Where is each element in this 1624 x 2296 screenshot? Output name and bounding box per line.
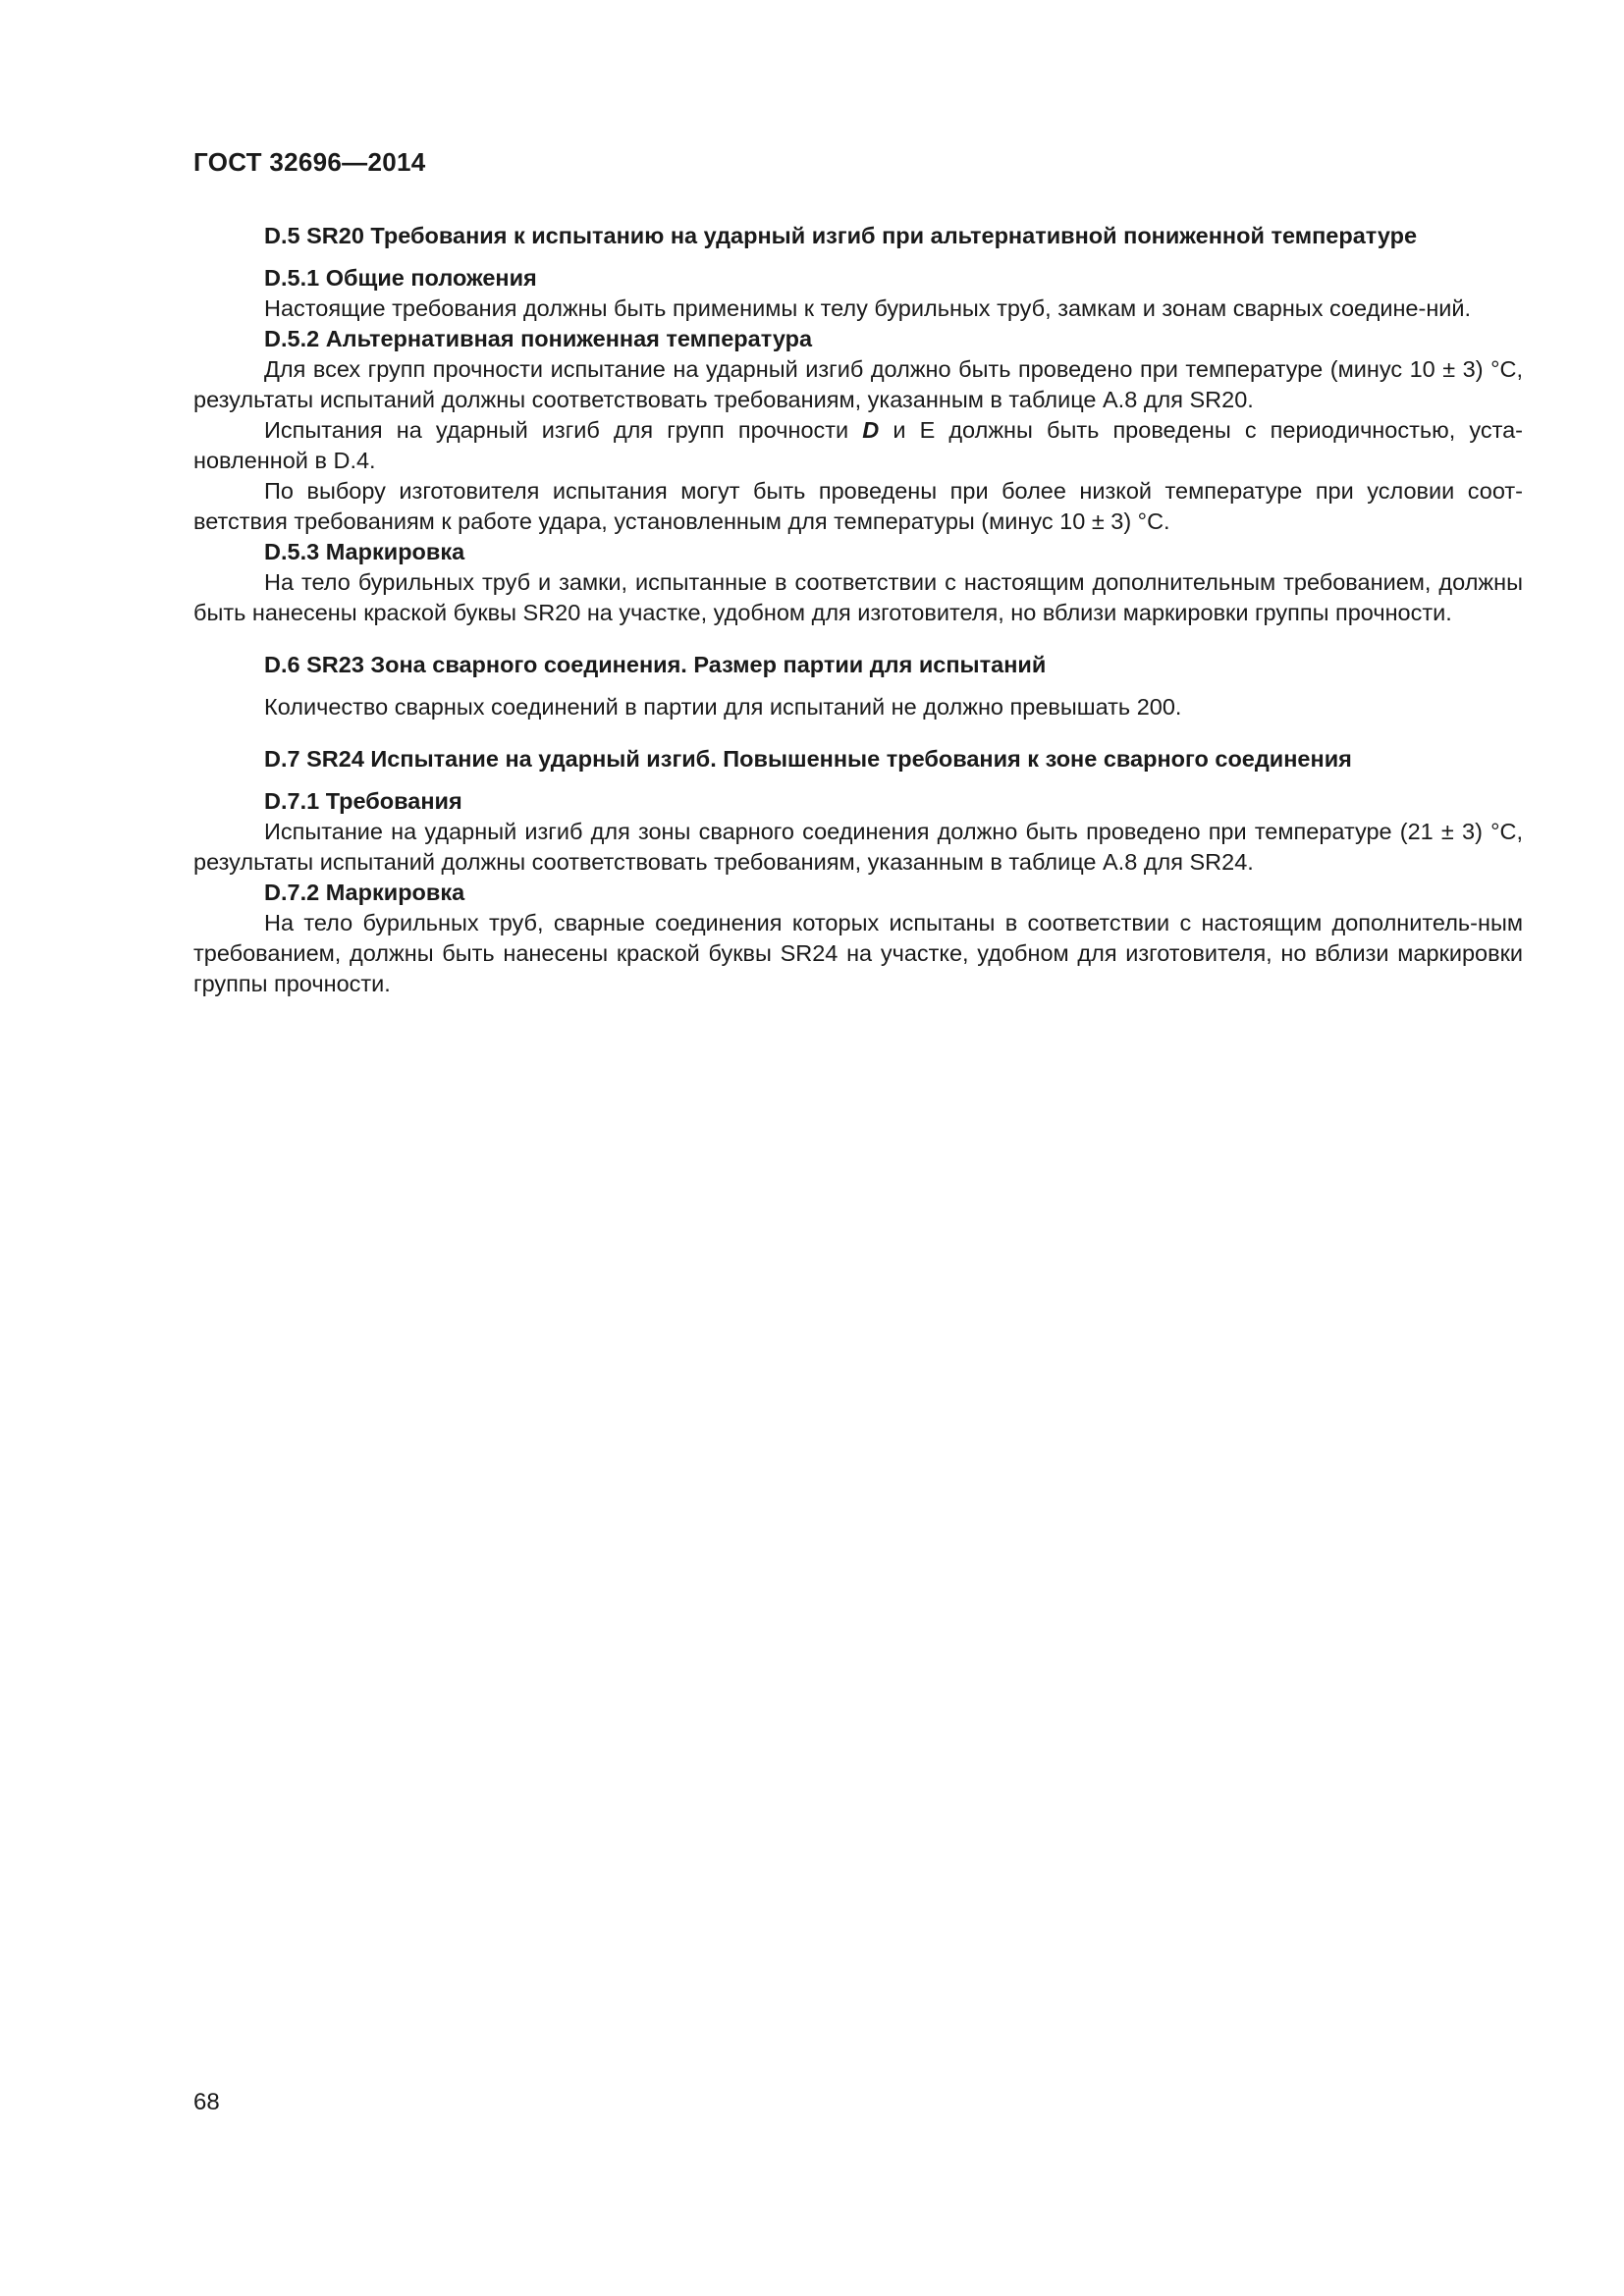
section-d5-title: D.5 SR20 Требования к испытанию на ударный изгиб при альтернативной пониженной температуре bbox=[264, 223, 1418, 248]
subsection-d71-title: D.7.1 Требования bbox=[264, 788, 462, 814]
subsection-d53-title: D.5.3 Маркировка bbox=[264, 539, 465, 564]
section-d6-title: D.6 SR23 Зона сварного соединения. Размер партии для испытаний bbox=[264, 652, 1047, 677]
paragraph-d52-2 bbox=[193, 415, 1523, 476]
paragraph-d72: На тело бурильных труб, сварные соединения которых испытаны в соответствии с настоящим дополнитель-ным требованием, должны быть нанесены краской буквы SR24 на участке, удобном для изготовителя, но вблизи маркировки группы прочности. bbox=[193, 910, 1523, 996]
paragraph-d6: Количество сварных соединений в партии для испытаний не должно превышать 200. bbox=[264, 694, 1182, 720]
paragraph-d71: Испытание на ударный изгиб для зоны сварного соединения должно быть проведено при температуре (21 ± 3) °С, результаты испытаний должны соответствовать требованиям, указанным в таблице А.8 для SR24. bbox=[193, 819, 1523, 875]
paragraph-d52-2-part-c: и Е должны быть проведены с периодичностью, уста-новленной в D.4. bbox=[193, 417, 1523, 473]
strength-group-d: D bbox=[862, 417, 880, 443]
subsection-d72-title: D.7.2 Маркировка bbox=[264, 880, 465, 905]
section-d7-title: D.7 SR24 Испытание на ударный изгиб. Повышенные требования к зоне сварного соединения bbox=[264, 746, 1352, 772]
paragraph-d52-2-part-a: Испытания на ударный изгиб для групп прочности bbox=[264, 417, 863, 443]
subsection-d51-title: D.5.1 Общие положения bbox=[264, 265, 537, 291]
paragraph-d52-1: Для всех групп прочности испытание на ударный изгиб должно быть проведено при температуре (минус 10 ± 3) °С, результаты испытаний должны соответствовать требованиям, указанным в таблице А.8 для SR20. bbox=[193, 356, 1523, 412]
paragraph-d52-3: По выбору изготовителя испытания могут быть проведены при более низкой температуре при условии соот-ветствия требованиям к работе удара, установленным для температуры (минус 10 ± 3) °С. bbox=[193, 478, 1523, 534]
paragraph-d53: На тело бурильных труб и замки, испытанные в соответствии с настоящим дополнительным требованием, должны быть нанесены краской буквы SR20 на участке, удобном для изготовителя, но вблизи маркировки группы прочности. bbox=[193, 569, 1523, 625]
page-number: 68 bbox=[193, 2089, 220, 2115]
document-body bbox=[193, 221, 1523, 999]
subsection-d52-title: D.5.2 Альтернативная пониженная температура bbox=[264, 326, 813, 351]
paragraph-d51: Настоящие требования должны быть применимы к телу бурильных труб, замкам и зонам сварных соедине-ний. bbox=[264, 295, 1472, 321]
document-header: ГОСТ 32696—2014 bbox=[193, 147, 426, 177]
